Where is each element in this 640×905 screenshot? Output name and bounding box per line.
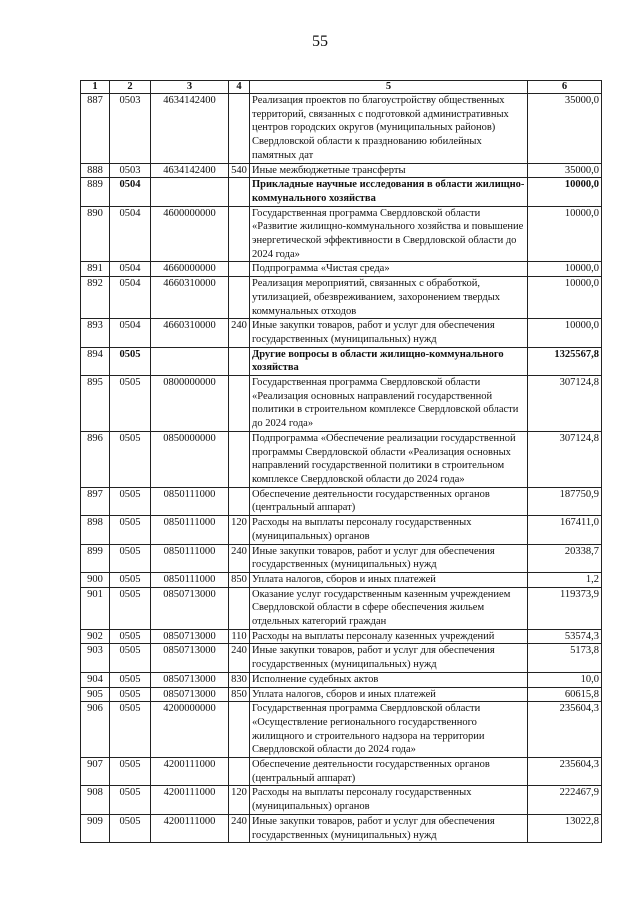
expense-type-code bbox=[229, 178, 250, 206]
table-row bbox=[81, 163, 602, 178]
table-row bbox=[81, 516, 602, 544]
row-number: 899 bbox=[81, 544, 110, 572]
target-article-code: 0850713000 bbox=[151, 629, 229, 644]
item-name: Государственная программа Свердловской области «Развитие жилищно-коммунального хозяйства и повышение энергетической эффективности в Свердловской области до 2024 года» bbox=[250, 206, 528, 262]
target-article-code: 4660000000 bbox=[151, 262, 229, 277]
target-article-code: 4634142400 bbox=[151, 94, 229, 164]
row-number: 895 bbox=[81, 376, 110, 432]
table-row bbox=[81, 629, 602, 644]
header-col-5: 5 bbox=[250, 81, 528, 94]
target-article-code: 0850111000 bbox=[151, 544, 229, 572]
row-number: 904 bbox=[81, 672, 110, 687]
row-number: 896 bbox=[81, 431, 110, 487]
expense-type-code: 540 bbox=[229, 163, 250, 178]
item-name: Иные закупки товаров, работ и услуг для обеспечения государственных (муниципальных) нужд bbox=[250, 544, 528, 572]
section-code: 0505 bbox=[110, 758, 151, 786]
expense-type-code bbox=[229, 347, 250, 375]
target-article-code: 0850713000 bbox=[151, 587, 229, 629]
expense-type-code: 120 bbox=[229, 516, 250, 544]
section-code: 0505 bbox=[110, 672, 151, 687]
item-name: Оказание услуг государственным казенным учреждением Свердловской области в сфере обеспечения жильем отдельных категорий граждан bbox=[250, 587, 528, 629]
amount: 235604,3 bbox=[528, 702, 602, 758]
target-article-code: 0850111000 bbox=[151, 487, 229, 515]
section-code: 0505 bbox=[110, 516, 151, 544]
target-article-code: 4200000000 bbox=[151, 702, 229, 758]
target-article-code: 0850713000 bbox=[151, 672, 229, 687]
item-name: Другие вопросы в области жилищно-коммунального хозяйства bbox=[250, 347, 528, 375]
expense-type-code: 850 bbox=[229, 572, 250, 587]
section-code: 0504 bbox=[110, 206, 151, 262]
expense-type-code: 830 bbox=[229, 672, 250, 687]
target-article-code: 0850713000 bbox=[151, 687, 229, 702]
expense-type-code bbox=[229, 262, 250, 277]
table-row bbox=[81, 487, 602, 515]
table-row bbox=[81, 814, 602, 842]
item-name: Обеспечение деятельности государственных органов (центральный аппарат) bbox=[250, 758, 528, 786]
amount: 307124,8 bbox=[528, 376, 602, 432]
header-col-6: 6 bbox=[528, 81, 602, 94]
target-article-code: 4200111000 bbox=[151, 786, 229, 814]
header-col-3: 3 bbox=[151, 81, 229, 94]
page-number: 55 bbox=[312, 33, 328, 50]
row-number: 898 bbox=[81, 516, 110, 544]
item-name: Государственная программа Свердловской области «Реализация основных направлений государственной политики в строительном комплексе Свердловской области до 2024 года» bbox=[250, 376, 528, 432]
amount: 60615,8 bbox=[528, 687, 602, 702]
table-row bbox=[81, 376, 602, 432]
expense-type-code bbox=[229, 702, 250, 758]
target-article-code: 4634142400 bbox=[151, 163, 229, 178]
expense-type-code: 240 bbox=[229, 814, 250, 842]
amount: 1325567,8 bbox=[528, 347, 602, 375]
target-article-code: 4200111000 bbox=[151, 758, 229, 786]
row-number: 903 bbox=[81, 644, 110, 672]
header-col-2: 2 bbox=[110, 81, 151, 94]
amount: 35000,0 bbox=[528, 163, 602, 178]
item-name: Иные закупки товаров, работ и услуг для обеспечения государственных (муниципальных) нужд bbox=[250, 319, 528, 347]
item-name: Подпрограмма «Обеспечение реализации государственной программы Свердловской области «Реализация основных направлений государственной политики в строительном комплексе Свердловской области до 2024 года» bbox=[250, 431, 528, 487]
item-name: Реализация проектов по благоустройству общественных территорий, связанных с подготовкой административных центров городских округов (муниципальных районов) Свердловской области к празднованию юбилейных памятных дат bbox=[250, 94, 528, 164]
table-row bbox=[81, 431, 602, 487]
expense-type-code: 120 bbox=[229, 786, 250, 814]
table-row bbox=[81, 262, 602, 277]
amount: 10000,0 bbox=[528, 319, 602, 347]
expense-type-code bbox=[229, 206, 250, 262]
target-article-code: 4660310000 bbox=[151, 277, 229, 319]
table-row bbox=[81, 319, 602, 347]
item-name: Иные закупки товаров, работ и услуг для обеспечения государственных (муниципальных) нужд bbox=[250, 644, 528, 672]
target-article-code: 0800000000 bbox=[151, 376, 229, 432]
item-name: Уплата налогов, сборов и иных платежей bbox=[250, 572, 528, 587]
item-name: Расходы на выплаты персоналу государственных (муниципальных) органов bbox=[250, 786, 528, 814]
amount: 10000,0 bbox=[528, 262, 602, 277]
amount: 187750,9 bbox=[528, 487, 602, 515]
section-code: 0505 bbox=[110, 487, 151, 515]
table-row bbox=[81, 178, 602, 206]
row-number: 893 bbox=[81, 319, 110, 347]
expense-type-code bbox=[229, 376, 250, 432]
table-body bbox=[81, 94, 602, 843]
section-code: 0503 bbox=[110, 94, 151, 164]
row-number: 901 bbox=[81, 587, 110, 629]
item-name: Прикладные научные исследования в области жилищно-коммунального хозяйства bbox=[250, 178, 528, 206]
row-number: 897 bbox=[81, 487, 110, 515]
section-code: 0505 bbox=[110, 687, 151, 702]
item-name: Реализация мероприятий, связанных с обработкой, утилизацией, обезвреживанием, захоронением твердых коммунальных отходов bbox=[250, 277, 528, 319]
section-code: 0505 bbox=[110, 814, 151, 842]
row-number: 890 bbox=[81, 206, 110, 262]
section-code: 0505 bbox=[110, 376, 151, 432]
row-number: 909 bbox=[81, 814, 110, 842]
expense-type-code bbox=[229, 431, 250, 487]
table-row bbox=[81, 758, 602, 786]
header-col-4: 4 bbox=[229, 81, 250, 94]
row-number: 908 bbox=[81, 786, 110, 814]
expense-type-code: 850 bbox=[229, 687, 250, 702]
section-code: 0505 bbox=[110, 702, 151, 758]
table-row bbox=[81, 672, 602, 687]
section-code: 0503 bbox=[110, 163, 151, 178]
amount: 5173,8 bbox=[528, 644, 602, 672]
row-number: 906 bbox=[81, 702, 110, 758]
section-code: 0505 bbox=[110, 587, 151, 629]
section-code: 0504 bbox=[110, 262, 151, 277]
amount: 10000,0 bbox=[528, 178, 602, 206]
amount: 10000,0 bbox=[528, 277, 602, 319]
row-number: 892 bbox=[81, 277, 110, 319]
table-row bbox=[81, 544, 602, 572]
section-code: 0505 bbox=[110, 347, 151, 375]
target-article-code: 0850111000 bbox=[151, 516, 229, 544]
target-article-code: 0850000000 bbox=[151, 431, 229, 487]
row-number: 907 bbox=[81, 758, 110, 786]
target-article-code bbox=[151, 178, 229, 206]
item-name: Уплата налогов, сборов и иных платежей bbox=[250, 687, 528, 702]
header-col-1: 1 bbox=[81, 81, 110, 94]
section-code: 0505 bbox=[110, 431, 151, 487]
target-article-code: 4200111000 bbox=[151, 814, 229, 842]
table-row bbox=[81, 644, 602, 672]
table-header-row bbox=[81, 81, 602, 94]
expense-type-code: 240 bbox=[229, 544, 250, 572]
table-row bbox=[81, 206, 602, 262]
expense-type-code: 240 bbox=[229, 319, 250, 347]
item-name: Исполнение судебных актов bbox=[250, 672, 528, 687]
target-article-code: 4600000000 bbox=[151, 206, 229, 262]
table-row bbox=[81, 786, 602, 814]
target-article-code: 0850111000 bbox=[151, 572, 229, 587]
table-row bbox=[81, 587, 602, 629]
section-code: 0505 bbox=[110, 629, 151, 644]
item-name: Расходы на выплаты персоналу государственных (муниципальных) органов bbox=[250, 516, 528, 544]
section-code: 0505 bbox=[110, 544, 151, 572]
section-code: 0505 bbox=[110, 786, 151, 814]
item-name: Обеспечение деятельности государственных органов (центральный аппарат) bbox=[250, 487, 528, 515]
expense-type-code bbox=[229, 758, 250, 786]
amount: 307124,8 bbox=[528, 431, 602, 487]
table-row bbox=[81, 277, 602, 319]
row-number: 894 bbox=[81, 347, 110, 375]
row-number: 905 bbox=[81, 687, 110, 702]
item-name: Подпрограмма «Чистая среда» bbox=[250, 262, 528, 277]
item-name: Государственная программа Свердловской области «Осуществление регионального государственного жилищного и строительного надзора на территории Свердловской области до 2024 года» bbox=[250, 702, 528, 758]
item-name: Иные закупки товаров, работ и услуг для обеспечения государственных (муниципальных) нужд bbox=[250, 814, 528, 842]
row-number: 900 bbox=[81, 572, 110, 587]
amount: 1,2 bbox=[528, 572, 602, 587]
table-row bbox=[81, 94, 602, 164]
target-article-code bbox=[151, 347, 229, 375]
item-name: Иные межбюджетные трансферты bbox=[250, 163, 528, 178]
section-code: 0505 bbox=[110, 644, 151, 672]
section-code: 0505 bbox=[110, 572, 151, 587]
amount: 20338,7 bbox=[528, 544, 602, 572]
table-row bbox=[81, 687, 602, 702]
target-article-code: 4660310000 bbox=[151, 319, 229, 347]
amount: 13022,8 bbox=[528, 814, 602, 842]
target-article-code: 0850713000 bbox=[151, 644, 229, 672]
section-code: 0504 bbox=[110, 178, 151, 206]
amount: 167411,0 bbox=[528, 516, 602, 544]
item-name: Расходы на выплаты персоналу казенных учреждений bbox=[250, 629, 528, 644]
table-row bbox=[81, 702, 602, 758]
amount: 10,0 bbox=[528, 672, 602, 687]
amount: 35000,0 bbox=[528, 94, 602, 164]
expense-type-code bbox=[229, 587, 250, 629]
table-row bbox=[81, 347, 602, 375]
budget-table bbox=[80, 80, 602, 843]
row-number: 888 bbox=[81, 163, 110, 178]
expense-type-code: 110 bbox=[229, 629, 250, 644]
amount: 53574,3 bbox=[528, 629, 602, 644]
expense-type-code bbox=[229, 277, 250, 319]
expense-type-code bbox=[229, 94, 250, 164]
row-number: 889 bbox=[81, 178, 110, 206]
amount: 119373,9 bbox=[528, 587, 602, 629]
amount: 222467,9 bbox=[528, 786, 602, 814]
section-code: 0504 bbox=[110, 277, 151, 319]
row-number: 887 bbox=[81, 94, 110, 164]
row-number: 902 bbox=[81, 629, 110, 644]
expense-type-code: 240 bbox=[229, 644, 250, 672]
amount: 235604,3 bbox=[528, 758, 602, 786]
row-number: 891 bbox=[81, 262, 110, 277]
section-code: 0504 bbox=[110, 319, 151, 347]
table-row bbox=[81, 572, 602, 587]
amount: 10000,0 bbox=[528, 206, 602, 262]
expense-type-code bbox=[229, 487, 250, 515]
